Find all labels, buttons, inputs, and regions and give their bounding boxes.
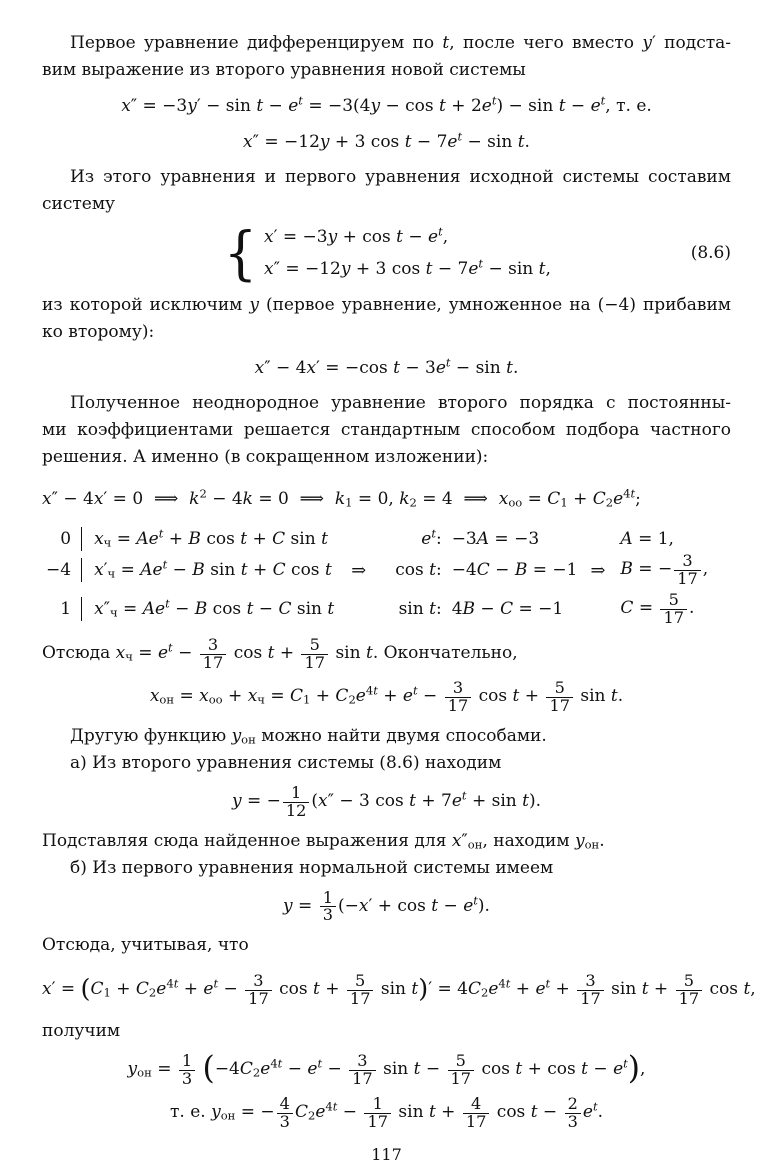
array-cell-condition: 4B − C = −1 [451, 599, 564, 620]
display-equation: x″ = −12y + 3 $\cos t - 7e^t - \sin t$. [243, 129, 530, 152]
text-line: вим выражение из второго уравнения новой системы [42, 60, 526, 80]
implies-arrow: ⇒ [351, 559, 367, 581]
array-cell-equation: $x_ч = Ae^t + B$ cos t + C sin t [81, 527, 338, 551]
text-line: решения. А именно (в сокращенном изложении): [42, 447, 489, 467]
array-cell-condition: −4C − B = −1 [451, 560, 578, 581]
equation-system [42, 219, 731, 287]
display-equation: x″ − 4x′ = −cos $t - 3e^t - \sin t$. [254, 355, 519, 378]
text-line: ми коэффициентами решается стандартным способом подбора частного [42, 420, 731, 440]
display-equation: x″ − 4x′ = 0 ⟹ $k^2 - 4k = 0$ ⟹ $k_1 = 0$, $k_2 = 4$ ⟹ $x_{оо} = C_1 + C_2e^{4t}$; [42, 486, 641, 510]
display-equation: y = − $\frac{1}{12}$ (x″ − 3 $\cos t + 7e^t + \sin t$). [231, 782, 542, 820]
paragraph [42, 932, 731, 959]
system-line: $x' = -3y + \cos t - e^t$, [263, 224, 449, 247]
page-number: 117 [371, 1145, 402, 1165]
paragraph [42, 164, 731, 218]
paragraph [42, 292, 731, 346]
array-cell-result: C = $\frac{5}{17}$ . [620, 589, 695, 627]
paragraph [42, 723, 731, 777]
display-equation: т. е. $y_{он}$ = − $\frac{4}{3}$ $C_2e^{4t}$ − $\frac{1}{17}$ sin t + $\frac{4}{17}$ cos t − $\frac{2}{3}$ $e^t$. [170, 1094, 603, 1132]
array-cell-result: A = 1, [620, 529, 674, 549]
text-line: Отсюда $x_ч = e^t$ − $\frac{3}{17}$ cos t + $\frac{5}{17}$ sin t. Окончательно, [42, 634, 518, 672]
display-equation: y = $\frac{1}{3}$ $(-x' + \cos t - e^t)$. [283, 887, 490, 925]
equation-tag: (8.6) [690, 243, 731, 263]
text-line: Первое уравнение дифференцируем по t, после чего вместо y′ подста- [70, 33, 731, 53]
text-line: из которой исключим y (первое уравнение, умноженное на (−4) прибавим [42, 295, 731, 315]
array-cell-condition: −3A = −3 [451, 529, 540, 549]
text-line: получим [42, 1021, 121, 1042]
text-line: ко второму): [42, 322, 155, 342]
display-equation: $x_{он} = x_{оо} + x_ч = C_1 + C_2e^{4t} + e^t$ − $\frac{3}{17}$ cos t + $\frac{5}{17}$ sin t. [149, 677, 624, 715]
array-cell-label: $e^t$: [421, 526, 442, 549]
text-line: Из этого уравнения и первого уравнения исходной системы составим [70, 167, 731, 187]
system-line: x″ = −12y + 3 $\cos t - 7e^t - \sin t$, [263, 256, 551, 279]
text-line: систему [42, 194, 116, 214]
array-cell-result: B = − $\frac{3}{17}$ , [620, 551, 709, 588]
display-equation: $x'' = -3y' - \sin t - e^t = -3(4y - \cos t + 2e^t) - \sin t - e^t$, т. е. [121, 93, 652, 116]
display-equation: $x' = (C_1 + C_2e^{4t} + e^t$ − $\frac{3}{17}$ cos t + $\frac{5}{17}$ $\sin t)' = 4C_2e^{4t} + e^t$ + $\frac{3}{17}$ sin t + $\frac{5}{17}$ cos t, [42, 971, 756, 1009]
array-cell-multiplier: 0 [60, 529, 72, 549]
paragraph [42, 30, 731, 84]
system-lines [264, 222, 551, 284]
implies-arrow: ⇒ [590, 559, 606, 581]
paragraph [42, 1018, 731, 1045]
equation-system-row [42, 219, 731, 287]
text-line: б) Из первого уравнения нормальной системы имеем [70, 857, 554, 878]
paragraph [42, 828, 731, 882]
array-cell-multiplier: 1 [60, 599, 72, 620]
array-cell-label: sin t: [398, 599, 442, 620]
text-line: Другую функцию $y_{он}$ можно найти двумя способами. [70, 725, 547, 747]
coefficient-array [46, 527, 731, 629]
array-cell-label: cos t: [395, 560, 442, 581]
page-content [42, 30, 756, 1132]
paragraph [42, 390, 731, 471]
text-line: Подставляя сюда найденное выражения для $x''_{он}$, находим $y_{он}$. [42, 830, 605, 852]
array-cell-equation: $x'_ч = Ae^t - B$ sin t + C cos t [81, 558, 338, 582]
text-line: Полученное неоднородное уравнение второго порядка с постоянны- [70, 393, 731, 413]
array-cell-equation: $x''_ч = Ae^t - B$ cos t − C sin t [81, 597, 338, 621]
text-line: а) Из второго уравнения системы (8.6) находим [70, 752, 502, 773]
display-equation: $y_{он}$ = $\frac{1}{3}$ ($-4C_2e^{4t} - e^t$ − $\frac{3}{17}$ sin t − $\frac{5}{17}$ $\cos t + \cos t - e^t$), [127, 1051, 646, 1089]
array-cell-multiplier: −4 [46, 560, 72, 581]
system-brace: { [223, 219, 258, 287]
paragraph [42, 634, 731, 672]
text-line: Отсюда, учитывая, что [42, 935, 249, 956]
